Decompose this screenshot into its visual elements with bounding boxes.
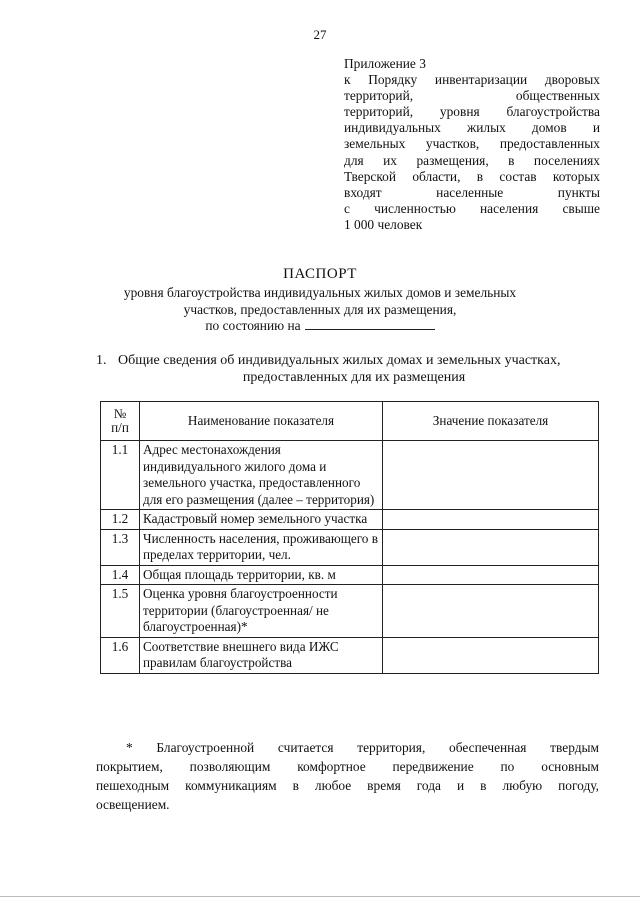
row-indicator-value[interactable] xyxy=(383,441,599,510)
footnote xyxy=(96,738,599,814)
table-row xyxy=(101,441,599,510)
row-indicator-value[interactable] xyxy=(383,510,599,530)
appendix-block xyxy=(344,56,600,233)
page-number: 27 xyxy=(313,27,327,42)
appendix-line: для их размещения, в поселениях xyxy=(344,152,600,168)
passport-date-label: по состоянию на xyxy=(205,318,301,333)
row-number: 1.3 xyxy=(101,529,140,565)
row-indicator-name: Общая площадь территории, кв. м xyxy=(140,565,383,585)
row-number: 1.4 xyxy=(101,565,140,585)
footnote-line: покрытием, позволяющим комфортное передвижение по основным xyxy=(96,759,599,774)
footnote-line: освещением. xyxy=(96,797,170,812)
header-number-symbol: № xyxy=(113,406,127,421)
header-indicator-value: Значение показателя xyxy=(383,402,599,441)
row-indicator-value[interactable] xyxy=(383,565,599,585)
appendix-line: земельных участков, предоставленных xyxy=(344,136,600,152)
row-indicator-value[interactable] xyxy=(383,585,599,638)
appendix-line: с численностью населения свыше xyxy=(344,200,600,216)
footnote-line: пешеходным коммуникациям в любое время года и в любую погоду, xyxy=(96,778,599,793)
row-indicator-value[interactable] xyxy=(383,637,599,673)
table-row xyxy=(101,529,599,565)
section-number: 1. xyxy=(96,353,107,368)
appendix-line: территорий, общественных xyxy=(344,88,600,104)
passport-title: ПАСПОРТ xyxy=(283,266,357,282)
date-blank-line[interactable] xyxy=(305,318,435,330)
passport-subtitle-line: участков, предоставленных для их размещения, xyxy=(183,301,457,317)
row-indicator-name: Оценка уровня благоустроенности территории (благоустроенная/ не благоустроенная)* xyxy=(140,585,383,638)
appendix-line: территорий, уровня благоустройства xyxy=(344,104,600,120)
appendix-line: входят населенные пункты xyxy=(344,184,600,200)
appendix-title: Приложение 3 xyxy=(344,56,426,71)
row-indicator-name: Кадастровый номер земельного участка xyxy=(140,510,383,530)
table-header-row xyxy=(101,402,599,441)
row-indicator-name: Адрес местонахождения индивидуального жилого дома и земельного участка, предоставленного для его размещения (далее – территория) xyxy=(140,441,383,510)
row-number: 1.2 xyxy=(101,510,140,530)
appendix-line: Тверской области, в состав которых xyxy=(344,168,600,184)
page-bottom-rule xyxy=(0,896,640,897)
indicators-table xyxy=(100,401,599,674)
row-indicator-value[interactable] xyxy=(383,529,599,565)
header-indicator-name: Наименование показателя xyxy=(140,402,383,441)
row-indicator-name: Соответствие внешнего вида ИЖС правилам благоустройства xyxy=(140,637,383,673)
appendix-line: индивидуальных жилых домов и xyxy=(344,120,600,136)
row-number: 1.1 xyxy=(101,441,140,510)
table-row xyxy=(101,565,599,585)
row-number: 1.5 xyxy=(101,585,140,638)
header-number xyxy=(101,402,140,441)
table-row xyxy=(101,585,599,638)
section-heading xyxy=(96,352,596,386)
passport-date-row xyxy=(100,318,540,335)
table-row xyxy=(101,637,599,673)
row-indicator-name: Численность населения, проживающего в пределах территории, чел. xyxy=(140,529,383,565)
header-number-label: п/п xyxy=(111,420,129,435)
table-row xyxy=(101,510,599,530)
row-number: 1.6 xyxy=(101,637,140,673)
section-title-line: предоставленных для их размещения xyxy=(242,370,466,385)
footnote-line: * Благоустроенной считается территория, обеспеченная твердым xyxy=(126,740,599,755)
appendix-line: к Порядку инвентаризации дворовых xyxy=(344,72,600,88)
appendix-line: 1 000 человек xyxy=(344,216,423,232)
section-title-line: Общие сведения об индивидуальных жилых домах и земельных участках, xyxy=(118,353,561,368)
passport-subtitle-line: уровня благоустройства индивидуальных жилых домов и земельных xyxy=(123,285,517,300)
passport-subtitle xyxy=(100,285,540,335)
